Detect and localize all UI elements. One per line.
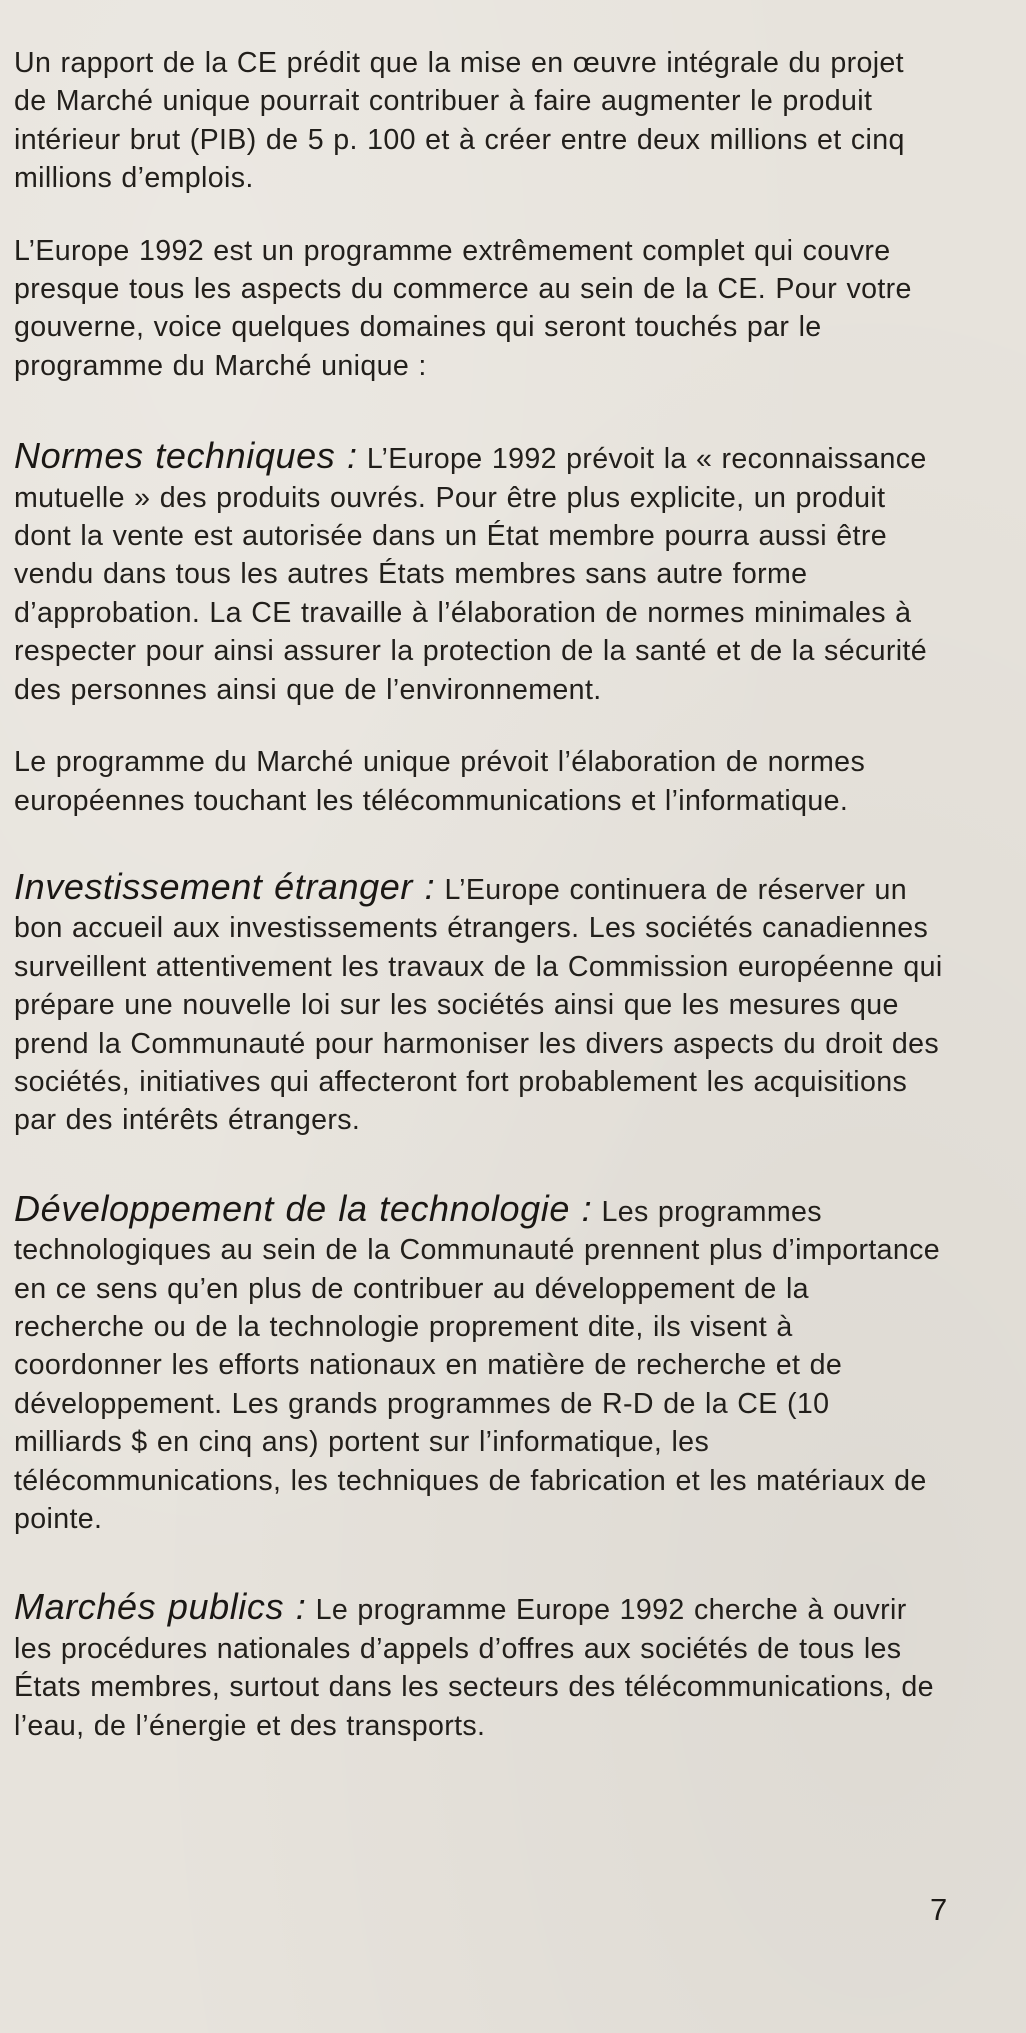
- paragraph-text: Les programmes technologiques au sein de la Communauté prennent plus d’importance en ce sens qu’en plus de contribuer au développement de la recherche ou de la technologie proprement dite, ils visent à coordonner les efforts nationaux en matière de recherche et de développement. Les grands programmes de R-D de la CE (10 milliards $ en cinq ans) portent sur l’informatique, les télécommunications, les techniques de fabrication et les matériaux de pointe.: [14, 1195, 941, 1535]
- paragraph-text: Le programme du Marché unique prévoit l’élaboration de normes européennes touchant les télécommunications et l’informatique.: [14, 746, 866, 817]
- paragraph-europe-1992-program: [14, 232, 944, 386]
- section-heading: Développement de la technologie :: [14, 1187, 593, 1229]
- paragraph-text: L’Europe continuera de réserver un bon accueil aux investissements étrangers. Les sociétés canadiennes surveillent attentivement les travaux de la Commission européenne qui prépare une nouvelle loi sur les sociétés ainsi que les mesures que prend la Communauté pour harmoniser les divers aspects du droit des sociétés, initiatives qui affecteront fort probablement les acquisitions par des intérêts étrangers.: [14, 873, 943, 1137]
- section-technical-standards: [14, 437, 944, 709]
- paragraph-european-standards: [14, 743, 944, 820]
- section-technology-development: [14, 1187, 944, 1539]
- paragraph-text: L’Europe 1992 prévoit la « reconnaissance mutuelle » des produits ouvrés. Pour être plus explicite, un produit dont la vente est autorisée dans un État membre pourra aussi être vendu dans tous les autres États membres sans autre forme d’approbation. La CE travaille à l’élaboration de normes minimales à respecter pour ainsi assurer la protection de la santé et de la sécurité des personnes ainsi que de l’environnement.: [14, 443, 927, 706]
- section-heading: Normes techniques :: [14, 435, 358, 477]
- paragraph-text: Le programme Europe 1992 cherche à ouvrir les procédures nationales d’appels d’offres aux sociétés de tous les États membres, surtout dans les secteurs des télécommunications, de l’eau, de l’énergie et des transports.: [14, 1594, 934, 1742]
- text-column: [14, 44, 944, 1745]
- paragraph-single-market-report: [14, 44, 944, 198]
- section-heading: Investissement étranger :: [14, 865, 436, 907]
- section-public-procurement: [14, 1588, 944, 1745]
- paragraph-text: Un rapport de la CE prédit que la mise en œuvre intégrale du projet de Marché unique pourrait contribuer à faire augmenter le produit intérieur brut (PIB) de 5 p. 100 et à créer entre deux millions et cinq millions d’emplois.: [14, 47, 905, 195]
- page-number: 7: [930, 1892, 948, 1927]
- section-foreign-investment: [14, 865, 944, 1140]
- section-heading: Marchés publics :: [14, 1586, 307, 1628]
- paragraph-text: L’Europe 1992 est un programme extrêmement complet qui couvre presque tous les aspects du commerce au sein de la CE. Pour votre gouverne, voice quelques domaines qui seront touchés par le programme du Marché unique :: [14, 234, 912, 382]
